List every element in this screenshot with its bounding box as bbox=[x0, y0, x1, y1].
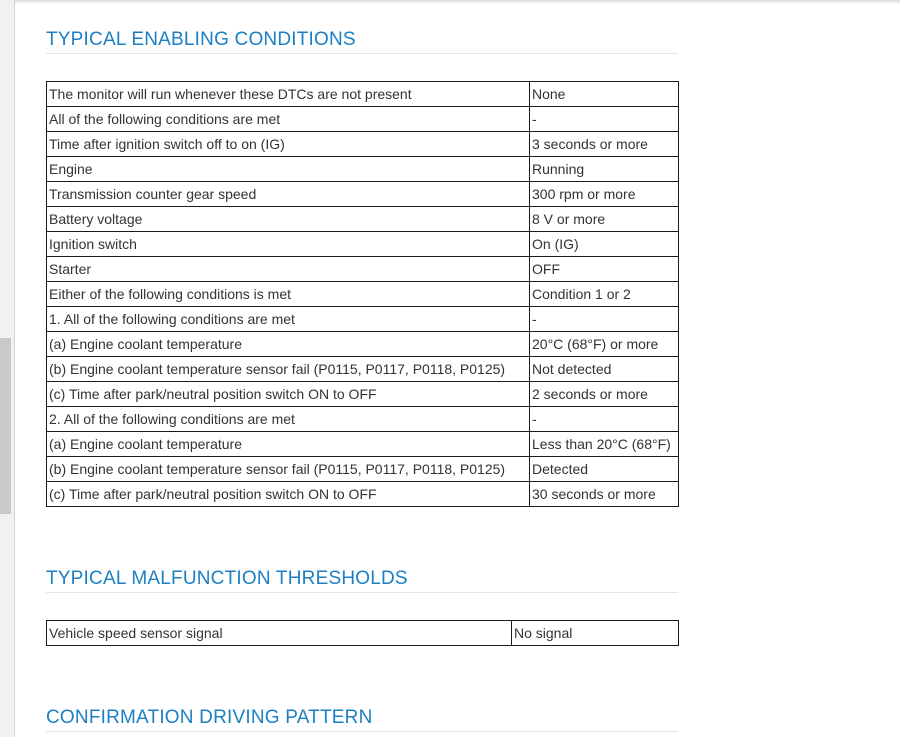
malfunction-thresholds-heading: TYPICAL MALFUNCTION THRESHOLDS bbox=[46, 568, 678, 593]
condition-cell: Time after ignition switch off to on (IG) bbox=[47, 132, 530, 157]
table-row bbox=[47, 407, 679, 432]
condition-cell: (c) Time after park/neutral position switch ON to OFF bbox=[47, 482, 530, 507]
condition-cell: Starter bbox=[47, 257, 530, 282]
table-row bbox=[47, 307, 679, 332]
value-cell: None bbox=[530, 82, 679, 107]
table-row bbox=[47, 157, 679, 182]
table-row bbox=[47, 82, 679, 107]
value-cell: 20°C (68°F) or more bbox=[530, 332, 679, 357]
value-cell: On (IG) bbox=[530, 232, 679, 257]
top-edge-shadow bbox=[14, 0, 900, 4]
condition-cell: (a) Engine coolant temperature bbox=[47, 432, 530, 457]
value-cell: 2 seconds or more bbox=[530, 382, 679, 407]
value-cell: 8 V or more bbox=[530, 207, 679, 232]
enabling-conditions-heading: TYPICAL ENABLING CONDITIONS bbox=[46, 29, 678, 54]
table-row bbox=[47, 457, 679, 482]
table-row bbox=[47, 132, 679, 157]
condition-cell: Vehicle speed sensor signal bbox=[47, 621, 512, 646]
table-row bbox=[47, 232, 679, 257]
value-cell: 3 seconds or more bbox=[530, 132, 679, 157]
enabling-conditions-table bbox=[46, 81, 679, 507]
table-row bbox=[47, 482, 679, 507]
table-row bbox=[47, 207, 679, 232]
condition-cell: Transmission counter gear speed bbox=[47, 182, 530, 207]
value-cell: 30 seconds or more bbox=[530, 482, 679, 507]
value-cell: - bbox=[530, 107, 679, 132]
left-scrollbar-thumb[interactable] bbox=[0, 338, 11, 514]
value-cell: Detected bbox=[530, 457, 679, 482]
condition-cell: (c) Time after park/neutral position switch ON to OFF bbox=[47, 382, 530, 407]
table-row bbox=[47, 282, 679, 307]
value-cell: Running bbox=[530, 157, 679, 182]
table-row bbox=[47, 182, 679, 207]
value-cell: - bbox=[530, 307, 679, 332]
value-cell: 300 rpm or more bbox=[530, 182, 679, 207]
table-row bbox=[47, 432, 679, 457]
value-cell: Not detected bbox=[530, 357, 679, 382]
condition-cell: Engine bbox=[47, 157, 530, 182]
table-row bbox=[47, 332, 679, 357]
value-cell: Less than 20°C (68°F) bbox=[530, 432, 679, 457]
value-cell: Condition 1 or 2 bbox=[530, 282, 679, 307]
confirmation-pattern-heading: CONFIRMATION DRIVING PATTERN bbox=[46, 707, 678, 732]
condition-cell: The monitor will run whenever these DTCs are not present bbox=[47, 82, 530, 107]
value-cell: OFF bbox=[530, 257, 679, 282]
table-row bbox=[47, 107, 679, 132]
table-row bbox=[47, 357, 679, 382]
condition-cell: (b) Engine coolant temperature sensor fail (P0115, P0117, P0118, P0125) bbox=[47, 457, 530, 482]
condition-cell: (b) Engine coolant temperature sensor fail (P0115, P0117, P0118, P0125) bbox=[47, 357, 530, 382]
malfunction-thresholds-table bbox=[46, 620, 679, 646]
table-row bbox=[47, 621, 679, 646]
value-cell: - bbox=[530, 407, 679, 432]
table-row bbox=[47, 382, 679, 407]
condition-cell: 2. All of the following conditions are met bbox=[47, 407, 530, 432]
condition-cell: 1. All of the following conditions are met bbox=[47, 307, 530, 332]
table-row bbox=[47, 257, 679, 282]
condition-cell: Either of the following conditions is met bbox=[47, 282, 530, 307]
condition-cell: All of the following conditions are met bbox=[47, 107, 530, 132]
condition-cell: (a) Engine coolant temperature bbox=[47, 332, 530, 357]
condition-cell: Ignition switch bbox=[47, 232, 530, 257]
left-scrollbar-track[interactable] bbox=[0, 0, 15, 737]
condition-cell: Battery voltage bbox=[47, 207, 530, 232]
value-cell: No signal bbox=[512, 621, 679, 646]
